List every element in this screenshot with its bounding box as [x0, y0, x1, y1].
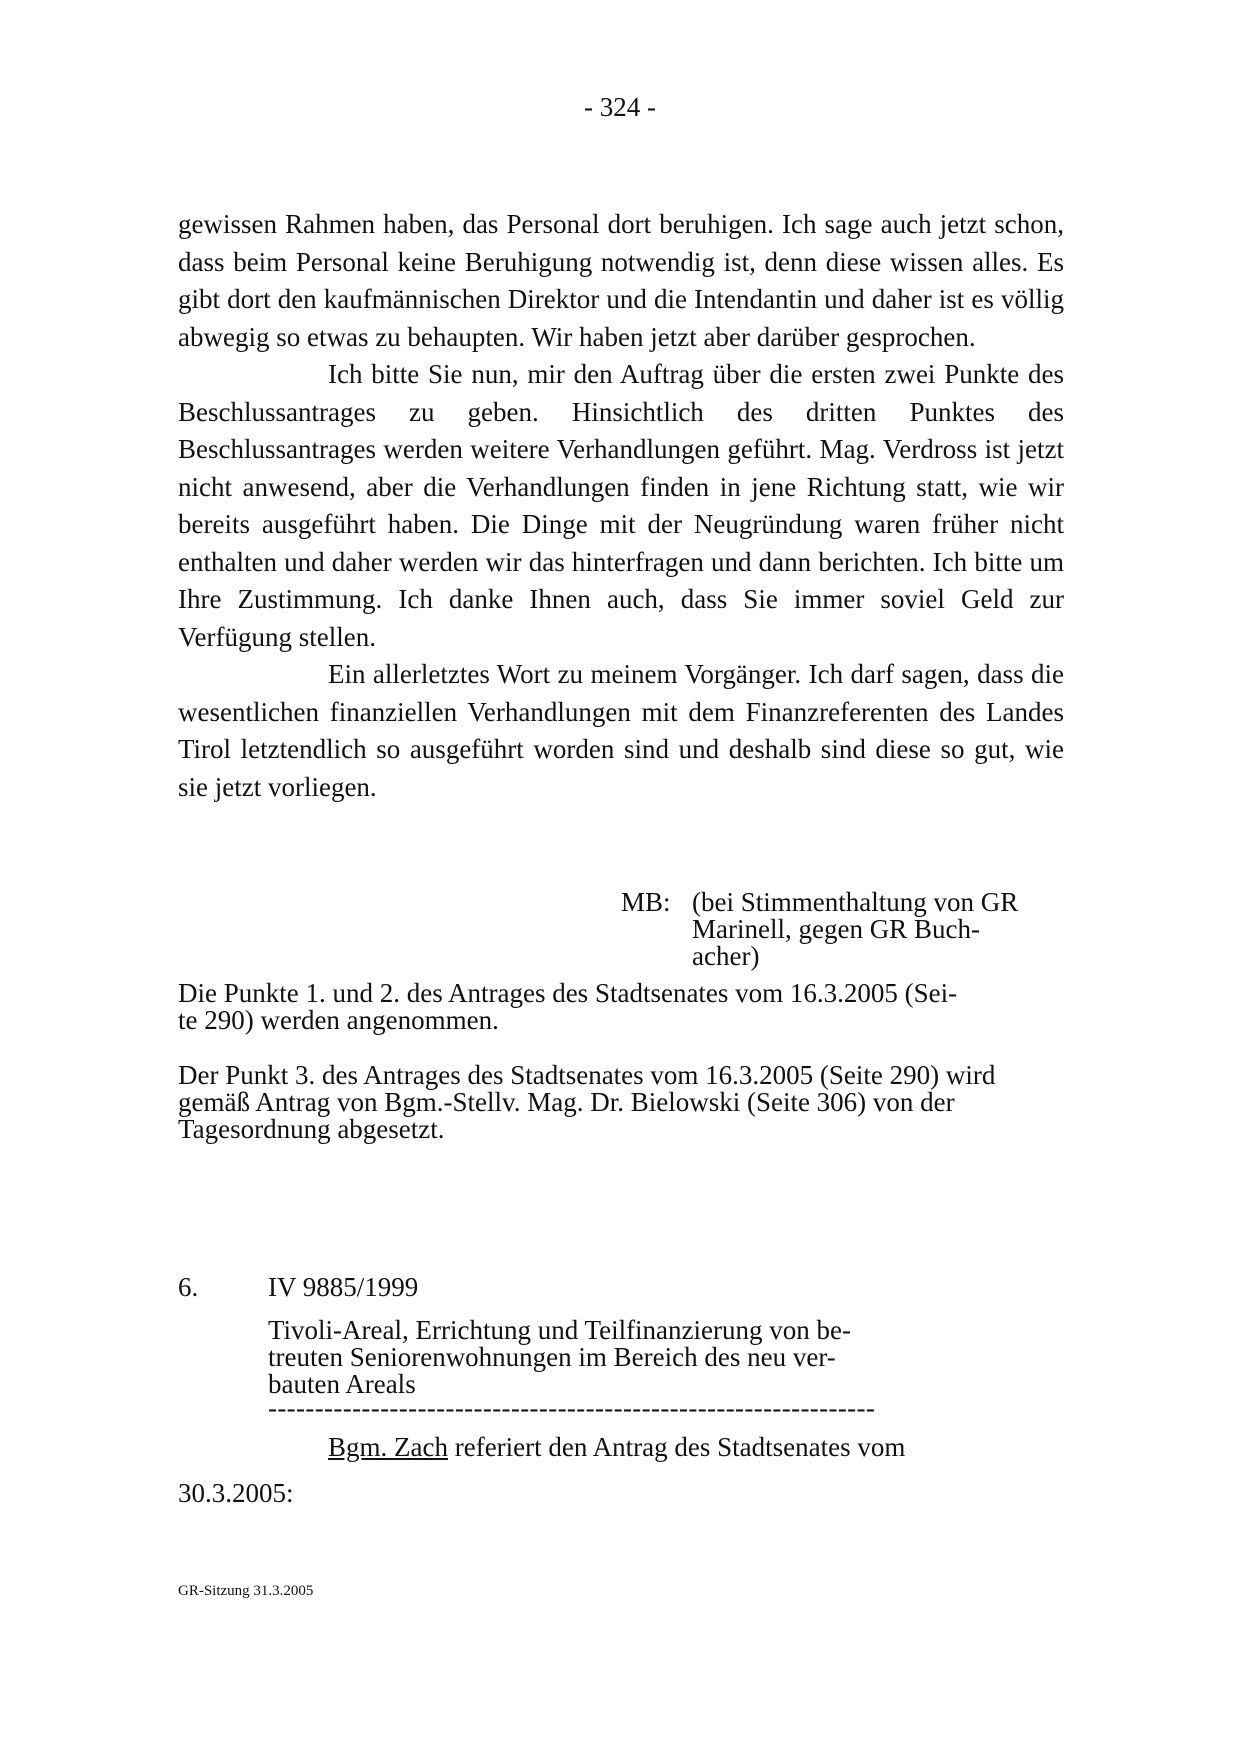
divider-line: -----------------------------------------------------------------: [268, 1393, 876, 1423]
resolution-label: MB:: [621, 887, 671, 917]
title-line: Tivoli-Areal, Errichtung und Teilfinanzierung von be-: [268, 1315, 851, 1345]
decision-line: gemäß Antrag von Bgm.-Stellv. Mag. Dr. Bielowski (Seite 306) von der: [178, 1087, 955, 1117]
paragraph: gewissen Rahmen haben, das Personal dort beruhigen. Ich sage auch jetzt schon, dass beim Personal keine Beruhigung notwendig ist, denn diese wissen alles. Es gibt dort den kaufmännischen Direktor und die Intendantin und daher ist es völlig abwegig so etwas zu behaupten. Wir haben jetzt aber darüber gesprochen.: [178, 209, 1064, 352]
speaker-name: Bgm. Zach: [328, 1432, 448, 1462]
decision-text: [178, 980, 957, 1034]
resolution-line: acher): [692, 941, 760, 971]
paragraph: Ich bitte Sie nun, mir den Auftrag über die ersten zwei Punkte des Beschlussantrages zu geben. Hinsichtlich des dritten Punktes des Beschlussantrages werden weitere Verhandlungen geführt. Mag. Verdross ist jetzt nicht anwesend, aber die Verhandlungen finden in jene Richtung statt, wie wir bereits ausgeführt haben. Die Dinge mit der Neugründung waren früher nicht enthalten und daher werden wir das hinterfragen und dann berichten. Ich bitte um Ihre Zustimmung. Ich danke Ihnen auch, dass Sie immer soviel Geld zur Verfügung stellen.: [178, 359, 1064, 652]
decision-line: Die Punkte 1. und 2. des Antrages des Stadtsenates vom 16.3.2005 (Sei-: [178, 978, 958, 1008]
resolution-text: [692, 889, 1064, 970]
page-number: - 324 -: [584, 92, 656, 122]
decision-line: Tagesordnung abgesetzt.: [178, 1114, 445, 1144]
agenda-item-reference: IV 9885/1999: [268, 1272, 419, 1302]
report-line: [328, 1432, 905, 1463]
agenda-item-title: [268, 1317, 918, 1398]
footer-session: GR-Sitzung 31.3.2005: [178, 1583, 314, 1599]
resolution-line: Marinell, gegen GR Buch-: [692, 914, 980, 944]
decision-line: Der Punkt 3. des Antrages des Stadtsenates vom 16.3.2005 (Seite 290) wird: [178, 1060, 996, 1090]
paragraph: Ein allerletztes Wort zu meinem Vorgänger. Ich darf sagen, dass die wesentlichen finanziellen Verhandlungen mit dem Finanzreferenten des Landes Tirol letztendlich so ausgeführt worden sind und deshalb sind diese so gut, wie sie jetzt vorliegen.: [178, 659, 1064, 802]
report-date: 30.3.2005:: [178, 1478, 294, 1508]
report-text: referiert den Antrag des Stadtsenates vom: [447, 1432, 906, 1462]
title-line: treuten Seniorenwohnungen im Bereich des neu ver-: [268, 1342, 836, 1372]
resolution-line: (bei Stimmenthaltung von GR: [692, 887, 1019, 917]
agenda-item-number: 6.: [178, 1272, 199, 1302]
body-text: [178, 206, 1064, 806]
decision-text: [178, 1062, 995, 1143]
title-line: bauten Areals: [268, 1369, 416, 1399]
decision-line: te 290) werden angenommen.: [178, 1005, 499, 1035]
